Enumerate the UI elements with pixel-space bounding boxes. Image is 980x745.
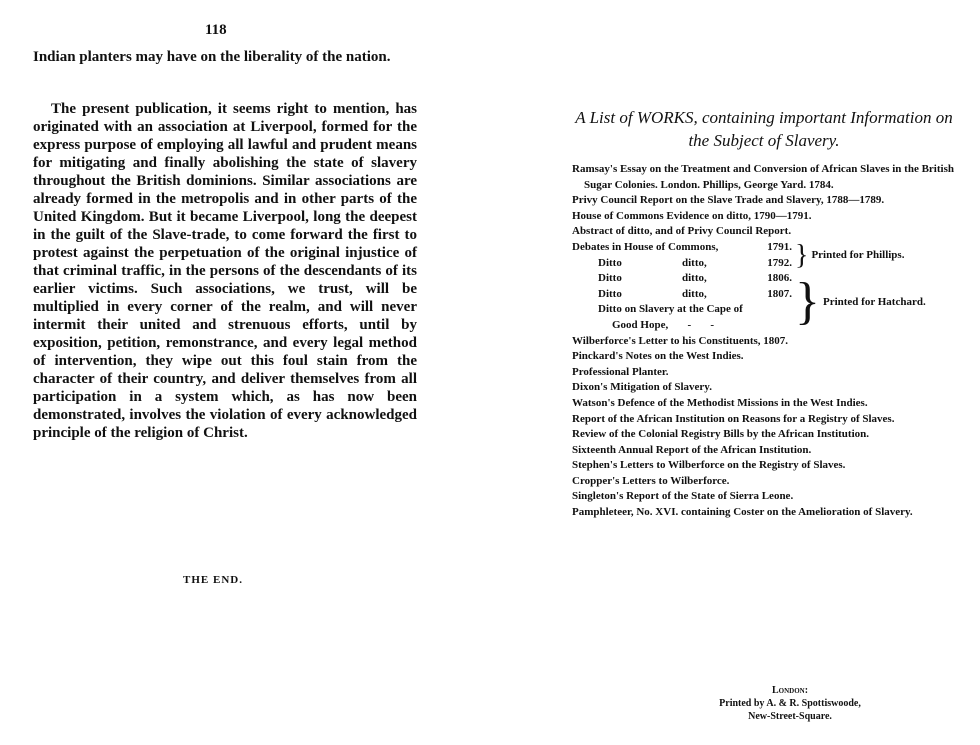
list-title: A List of WORKS, containing important Information on the Subject of Slavery. [575, 108, 953, 150]
brace-icon: } [795, 239, 809, 271]
list-item: Ditto ditto, 1807. [598, 287, 792, 300]
colophon-printer: Printed by A. & R. Spottiswoode, [719, 698, 861, 709]
works-list [572, 162, 957, 521]
list-item: House of Commons Evidence on ditto, 1790—1791. [572, 209, 812, 222]
list-item: Professional Planter. [572, 365, 669, 378]
list-item: Ditto on Slavery at the Cape of [598, 303, 743, 316]
list-item: Review of the Colonial Registry Bills by the African Institution. [572, 428, 869, 441]
printer-hatchard: Printed for Hatchard. [822, 295, 926, 308]
list-item: Pinckard's Notes on the West Indies. [572, 350, 744, 363]
list-item: Dixon's Mitigation of Slavery. [572, 381, 712, 394]
colophon-address: New-Street-Square. [748, 711, 832, 722]
the-end: THE END. [183, 574, 243, 586]
list-item: Wilberforce's Letter to his Constituents, 1807. [572, 334, 789, 347]
list-item: Singleton's Report of the State of Sierra Leone. [572, 490, 794, 503]
list-item: Report of the African Institution on Reasons for a Registry of Slaves. [572, 412, 895, 425]
printer-phillips: Printed for Phillips. [811, 248, 905, 261]
right-page [490, 0, 980, 745]
brace-icon: } [795, 273, 820, 331]
list-item: Pamphleteer, No. XVI. containing Coster on the Amelioration of Slavery. [572, 506, 913, 519]
colophon-city: London: [771, 685, 809, 696]
list-item: Stephen's Letters to Wilberforce on the Registry of Slaves. [572, 459, 846, 472]
debates-group-2 [572, 271, 957, 333]
list-item: Good Hope, - - [612, 318, 715, 331]
list-item: Cropper's Letters to Wilberforce. [572, 474, 730, 487]
paragraph-2: The present publication, it seems right to mention, has originated with an association at Liverpool, formed for the express purpose of employing all lawful and prudent means for mitigating and finally abolishing the state of slavery throughout the British dominions. Similar associations are already formed in the metropolis and in other parts of the United Kingdom. But it became Liverpool, long the deepest in the guilt of the Slave-trade, to come forward the first to protest against the perpetuation of the original injustice of that criminal traffic, in the persons of the descendants of its earlier victims. Such associations, we trust, will be multiplied in every corner of the realm, and will never intermit their united and strenuous efforts, until by exposition, petition, remonstrance, and every legal method of intervention, they wipe out this foul stain from the character of their country, and deliver themselves from all participation in a system which, as has now been demonstrated, involves the violation of every acknowledged principle of the religion of Christ. [33, 101, 417, 441]
list-item: Abstract of ditto, and of Privy Council Report. [572, 225, 792, 238]
list-item: Privy Council Report on the Slave Trade and Slavery, 1788—1789. [572, 194, 885, 207]
list-item: Debates in House of Commons, 1791. [572, 240, 792, 253]
debates-group-1 [572, 240, 957, 271]
list-item: Watson's Defence of the Methodist Missions in the West Indies. [572, 396, 868, 409]
page-number: 118 [205, 22, 227, 38]
list-item: Sixteenth Annual Report of the African Institution. [572, 443, 812, 456]
colophon [675, 684, 905, 723]
list-item: Ramsay's Essay on the Treatment and Conversion of African Slaves in the British Sugar Colonies. London. Phillips, George Yard. 1784. [572, 163, 954, 191]
paragraph-1: Indian planters may have on the liberality of the nation. [33, 49, 391, 65]
list-item: Ditto ditto, 1806. [598, 272, 792, 285]
list-item: Ditto ditto, 1792. [598, 256, 792, 269]
